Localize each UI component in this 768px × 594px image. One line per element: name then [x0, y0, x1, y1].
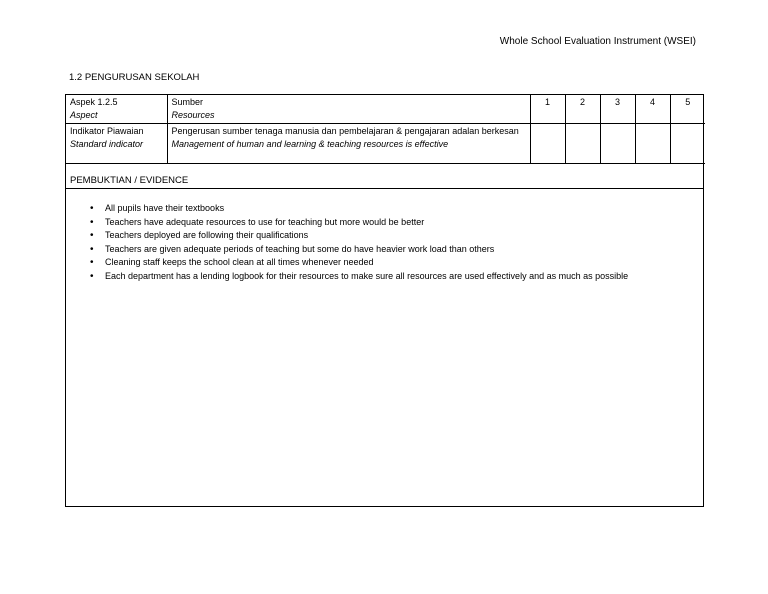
evidence-item: • Cleaning staff keeps the school clean at all times whenever needed — [90, 256, 628, 270]
rating-cell-2[interactable] — [565, 124, 600, 164]
evidence-item: • Teachers have adequate resources to use for teaching but more would be better — [90, 216, 628, 230]
aspect-label-en: Aspect — [70, 110, 98, 120]
aspect-table — [66, 95, 705, 164]
indicator-label: Indikator Piawaian — [70, 126, 144, 136]
rating-cell-5[interactable] — [670, 124, 705, 164]
resource-label-en: Resources — [171, 110, 215, 120]
evaluation-form — [65, 94, 704, 507]
rating-header-2: 2 — [565, 95, 600, 124]
aspect-cell — [66, 95, 167, 124]
document-header-title: Whole School Evaluation Instrument (WSEI) — [499, 36, 696, 47]
evidence-list — [90, 202, 628, 284]
indicator-text-cell — [167, 124, 530, 164]
indicator-text-en: Management of human and learning & teaching resources is effective — [171, 139, 449, 149]
section-title: 1.2 PENGURUSAN SEKOLAH — [69, 72, 200, 83]
indicator-label-en: Standard indicator — [70, 139, 144, 149]
indicator-row — [66, 124, 705, 164]
evidence-item: • Each department has a lending logbook for their resources to make sure all resources are used effectively and as much as possible — [90, 270, 628, 284]
indicator-text: Pengerusan sumber tenaga manusia dan pembelajaran & pengajaran adalan berkesan — [171, 126, 519, 136]
rating-header-4: 4 — [635, 95, 670, 124]
aspect-label: Aspek 1.2.5 — [70, 97, 118, 107]
aspect-row — [66, 95, 705, 124]
indicator-label-cell — [66, 124, 167, 164]
resource-label: Sumber — [171, 97, 204, 107]
resource-cell — [167, 95, 530, 124]
evidence-item: • Teachers are given adequate periods of teaching but some do have heavier work load than others — [90, 243, 628, 257]
rating-header-5: 5 — [670, 95, 705, 124]
rating-header-3: 3 — [600, 95, 635, 124]
evidence-label: PEMBUKTIAN / EVIDENCE — [66, 164, 703, 189]
rating-cell-4[interactable] — [635, 124, 670, 164]
evidence-item: • All pupils have their textbooks — [90, 202, 628, 216]
rating-cell-1[interactable] — [530, 124, 565, 164]
rating-header-1: 1 — [530, 95, 565, 124]
rating-cell-3[interactable] — [600, 124, 635, 164]
evidence-item: • Teachers deployed are following their qualifications — [90, 229, 628, 243]
